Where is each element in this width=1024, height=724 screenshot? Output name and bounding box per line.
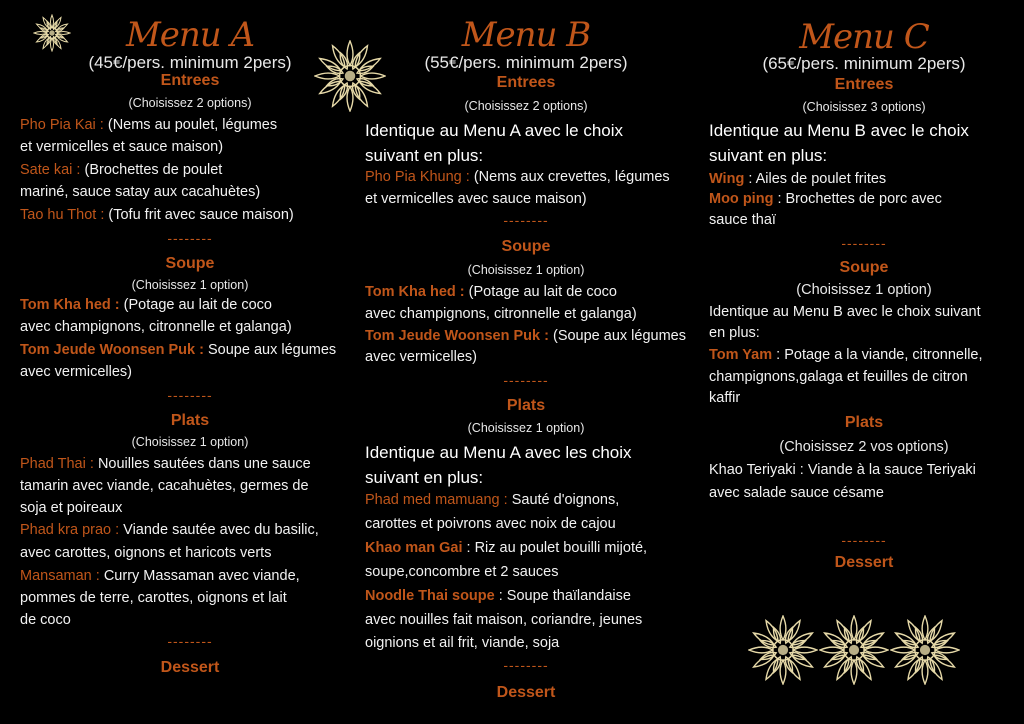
- menu-c-section-heading: [709, 553, 1019, 573]
- menu-c-section-instruction: [709, 437, 1019, 457]
- line-text: Identique au Menu B avec le choix: [709, 121, 969, 140]
- mandala-ornament-icon: [819, 615, 889, 685]
- dish-name: Pho Pia Kai :: [20, 117, 108, 133]
- menu-b-section-instruction: [365, 96, 687, 116]
- dish-name: Phad Thai :: [20, 456, 98, 472]
- menu-a-section-instruction: [20, 93, 360, 113]
- dish-name: Tao hu Thot :: [20, 207, 109, 223]
- line-text: soupe,concombre et 2 sauces: [365, 564, 559, 580]
- menu-c-title: [709, 17, 1019, 57]
- line-text: Dessert: [160, 659, 220, 676]
- menu-c-section-instruction: [709, 97, 1019, 117]
- line-text: Entrees: [160, 72, 220, 89]
- line-text: avec carottes, oignons et haricots verts: [20, 545, 272, 561]
- menu-c-item-line: [709, 460, 1019, 480]
- menu-b-divider: [365, 655, 687, 675]
- line-text: Dessert: [834, 554, 894, 571]
- menu-c-section-heading: [709, 258, 1019, 278]
- line-text: (Choisissez 1 option): [131, 278, 249, 292]
- menu-b-section-heading: [365, 73, 687, 93]
- menu-a-item-line: [20, 588, 360, 608]
- line-text: Viande sautée avec du basilic,: [123, 522, 319, 538]
- menu-c-section-instruction: [709, 280, 1019, 300]
- menu-b-section-instruction: [365, 418, 687, 438]
- menu-c-section-heading: [709, 75, 1019, 95]
- menu-b-title: [365, 15, 687, 55]
- menu-b-column: [365, 0, 687, 724]
- line-text: : Brochettes de porc avec: [773, 191, 942, 207]
- line-text: Nouilles sautées dans une sauce: [97, 456, 311, 472]
- menu-c-divider: [709, 233, 1019, 253]
- line-text: en plus:: [709, 325, 760, 341]
- line-text: Plats: [170, 412, 210, 429]
- line-text: (Choisissez 2 vos options): [779, 439, 949, 455]
- line-text: tamarin avec viande, cacahuètes, germes de: [20, 478, 309, 494]
- line-text: (Choisissez 3 options): [802, 100, 926, 114]
- line-text: (Tofu frit avec sauce maison): [108, 207, 294, 223]
- line-text: (Choisissez 1 option): [467, 421, 585, 435]
- line-text: : Riz au poulet bouilli mijoté,: [462, 540, 648, 556]
- menu-a-section-heading: [20, 658, 360, 678]
- mandala-ornament-icon: [890, 615, 960, 685]
- line-text: --------: [503, 212, 549, 228]
- menu-a-item-line: [20, 295, 360, 315]
- menu-c-item-line: [709, 367, 1019, 387]
- line-text: mariné, sauce satay aux cacahuètes): [20, 184, 261, 200]
- menu-a-item-line: [20, 362, 360, 382]
- menu-b-divider: [365, 370, 687, 390]
- line-text: : Ailes de poulet frites: [744, 171, 887, 187]
- menu-b-item-line: [365, 304, 687, 324]
- line-text: Soupe: [501, 238, 551, 255]
- line-text: (Nems aux crevettes, légumes: [473, 169, 670, 185]
- menu-b-divider: [365, 210, 687, 230]
- menu-b-note: [365, 468, 687, 488]
- menu-b-section-heading: [365, 396, 687, 416]
- line-text: (Choisissez 1 option): [796, 282, 932, 298]
- menu-c-item-line: [709, 388, 1019, 408]
- dish-name: Phad kra prao :: [20, 522, 124, 538]
- dish-name: Tom Jeude Woonsen Puk :: [20, 342, 208, 358]
- dish-name: Tom Kha hed :: [365, 284, 469, 300]
- menu-b-item-line: [365, 633, 687, 653]
- menu-a-divider: [20, 631, 360, 651]
- menu-a-item-line: [20, 476, 360, 496]
- line-text: champignons,galaga et feuilles de citron: [709, 369, 968, 385]
- dish-name: Moo ping: [709, 191, 774, 207]
- line-text: (65€/pers. minimum 2pers): [762, 54, 966, 73]
- line-text: suivant en plus:: [365, 468, 484, 487]
- dish-name: Tom Yam: [709, 347, 773, 363]
- menu-b-item-line: [365, 347, 687, 367]
- dish-name: Mansaman :: [20, 568, 104, 584]
- line-text: Identique au Menu B avec le choix suivant: [709, 304, 981, 320]
- menu-a-item-line: [20, 115, 360, 135]
- menu-a-title: [20, 15, 360, 55]
- line-text: (55€/pers. minimum 2pers): [424, 53, 628, 72]
- menu-a-section-instruction: [20, 275, 360, 295]
- dish-name: Tom Jeude Woonsen Puk :: [365, 328, 553, 344]
- line-text: Curry Massaman avec viande,: [103, 568, 300, 584]
- line-text: avec nouilles fait maison, coriandre, jeunes: [365, 612, 643, 628]
- line-text: avec vermicelles): [20, 364, 132, 380]
- menu-c-item-line: [709, 323, 1019, 343]
- line-text: soja et poireaux: [20, 500, 123, 516]
- line-text: --------: [503, 657, 549, 673]
- line-text: Menu C: [799, 17, 929, 57]
- menu-c-price: [709, 54, 1019, 74]
- menu-b-section-heading: [365, 683, 687, 703]
- line-text: Khao Teriyaki : Viande à la sauce Teriyaki: [709, 462, 976, 478]
- line-text: Identique au Menu A avec le choix: [365, 121, 624, 140]
- line-text: suivant en plus:: [709, 146, 828, 165]
- line-text: et vermicelles avec sauce maison): [365, 191, 587, 207]
- menu-b-note: [365, 443, 687, 463]
- line-text: --------: [167, 230, 213, 246]
- menu-b-item-line: [365, 514, 687, 534]
- line-text: (Nems au poulet, légumes: [107, 117, 278, 133]
- menu-b-item-line: [365, 610, 687, 630]
- line-text: Soupe: [165, 255, 215, 272]
- line-text: Entrees: [834, 76, 894, 93]
- line-text: : Soupe thaïlandaise: [494, 588, 631, 604]
- line-text: (Potage au lait de coco: [468, 284, 617, 300]
- menu-c-item-line: [709, 483, 1019, 503]
- menu-c-item-line: [709, 210, 1019, 230]
- menu-c-item-line: [709, 169, 1019, 189]
- mandala-ornament-icon: [314, 40, 386, 112]
- menu-b-item-line: [365, 189, 687, 209]
- menu-a-item-line: [20, 543, 360, 563]
- menu-b-section-instruction: [365, 260, 687, 280]
- line-text: (Choisissez 1 option): [467, 263, 585, 277]
- line-text: Soupe: [839, 259, 889, 276]
- menu-a-price: [20, 53, 360, 73]
- line-text: --------: [841, 235, 887, 251]
- menu-c-section-heading: [709, 413, 1019, 433]
- menu-b-item-line: [365, 562, 687, 582]
- line-text: : Potage a la viande, citronnelle,: [772, 347, 983, 363]
- dish-name: Noodle Thai soupe: [365, 588, 495, 604]
- menu-c-divider: [709, 530, 1019, 550]
- line-text: (Choisissez 2 options): [464, 99, 588, 113]
- mandala-ornament-icon: [33, 14, 71, 52]
- line-text: (Brochettes de poulet: [84, 162, 223, 178]
- line-text: et vermicelles et sauce maison): [20, 139, 224, 155]
- line-text: (Potage au lait de coco: [123, 297, 272, 313]
- line-text: Plats: [844, 414, 884, 431]
- menu-b-item-line: [365, 490, 687, 510]
- line-text: Sauté d'oignons,: [511, 492, 620, 508]
- line-text: --------: [841, 532, 887, 548]
- menu-a-item-line: [20, 137, 360, 157]
- line-text: (Choisissez 1 option): [131, 435, 249, 449]
- line-text: de coco: [20, 612, 71, 628]
- menu-a-item-line: [20, 566, 360, 586]
- menu-a-section-heading: [20, 411, 360, 431]
- line-text: Soupe aux légumes: [207, 342, 337, 358]
- menu-a-item-line: [20, 340, 360, 360]
- menu-a-item-line: [20, 610, 360, 630]
- menu-b-item-line: [365, 167, 687, 187]
- line-text: Dessert: [496, 684, 556, 701]
- menu-b-item-line: [365, 326, 687, 346]
- menu-a-section-heading: [20, 254, 360, 274]
- line-text: pommes de terre, carottes, oignons et lait: [20, 590, 287, 606]
- menu-c-note: [709, 146, 1019, 166]
- line-text: avec salade sauce césame: [709, 485, 884, 501]
- menu-a-item-line: [20, 182, 360, 202]
- line-text: avec champignons, citronnelle et galanga): [20, 319, 292, 335]
- menu-b-note: [365, 146, 687, 166]
- menu-a-divider: [20, 385, 360, 405]
- dish-name: Pho Pia Khung :: [365, 169, 474, 185]
- menu-a-item-line: [20, 317, 360, 337]
- line-text: --------: [167, 387, 213, 403]
- line-text: Entrees: [496, 74, 556, 91]
- dish-name: Phad med mamuang :: [365, 492, 512, 508]
- line-text: (Soupe aux légumes: [552, 328, 686, 344]
- line-text: oignions et ail frit, viande, soja: [365, 635, 560, 651]
- dish-name: Tom Kha hed :: [20, 297, 124, 313]
- menu-a-item-line: [20, 520, 360, 540]
- menu-a-item-line: [20, 454, 360, 474]
- line-text: kaffir: [709, 390, 741, 406]
- menu-b-note: [365, 121, 687, 141]
- menu-c-item-line: [709, 302, 1019, 322]
- menu-b-item-line: [365, 586, 687, 606]
- menu-b-price: [365, 53, 687, 73]
- line-text: carottes et poivrons avec noix de cajou: [365, 516, 616, 532]
- dish-name: Sate kai :: [20, 162, 85, 178]
- dish-name: Wing: [709, 171, 745, 187]
- dish-name: Khao man Gai: [365, 540, 463, 556]
- menu-a-item-line: [20, 498, 360, 518]
- line-text: Identique au Menu A avec les choix: [365, 443, 632, 462]
- line-text: avec champignons, citronnelle et galanga): [365, 306, 637, 322]
- line-text: (45€/pers. minimum 2pers): [88, 53, 292, 72]
- menu-a-item-line: [20, 160, 360, 180]
- mandala-ornament-icon: [748, 615, 818, 685]
- menu-b-item-line: [365, 282, 687, 302]
- menu-a-section-heading: [20, 71, 360, 91]
- line-text: (Choisissez 2 options): [128, 96, 252, 110]
- line-text: Menu A: [125, 15, 255, 55]
- menu-a-column: [20, 0, 360, 724]
- menu-c-item-line: [709, 189, 1019, 209]
- menu-c-item-line: [709, 345, 1019, 365]
- menu-c-note: [709, 121, 1019, 141]
- menu-b-section-heading: [365, 237, 687, 257]
- line-text: Plats: [506, 397, 546, 414]
- line-text: Menu B: [461, 15, 591, 55]
- line-text: avec vermicelles): [365, 349, 477, 365]
- line-text: suivant en plus:: [365, 146, 484, 165]
- line-text: --------: [167, 633, 213, 649]
- menu-a-section-instruction: [20, 432, 360, 452]
- menu-a-divider: [20, 228, 360, 248]
- menu-a-item-line: [20, 205, 360, 225]
- line-text: sauce thaï: [709, 212, 776, 228]
- menu-b-item-line: [365, 538, 687, 558]
- line-text: --------: [503, 372, 549, 388]
